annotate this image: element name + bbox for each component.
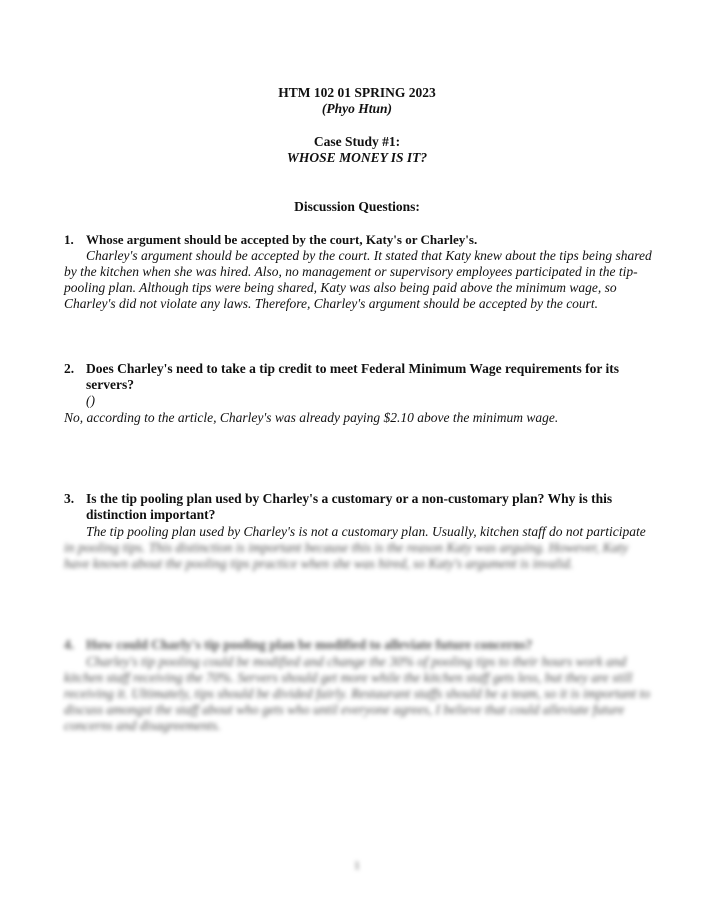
question-number: 2. (64, 361, 75, 376)
page-number: 1 (354, 858, 360, 872)
question-1 (64, 232, 664, 248)
section-heading: Discussion Questions: (294, 199, 420, 214)
answer-3-first-line: The tip pooling plan used by Charley's is not a customary plan. Usually, kitchen staff do not participate (86, 524, 646, 539)
question-2 (64, 361, 664, 409)
author-name: (Phyo Htun) (321, 101, 393, 116)
question-3 (64, 491, 664, 523)
question-text: Is the tip pooling plan used by Charley's a customary or a non-customary plan? Why is this distinction important? (86, 491, 613, 522)
question-number: 3. (64, 491, 75, 506)
answer-4: Charley's tip pooling could be modified and change the 30% of pooling tips to their hours work and kitchen staff receiving the 70%. Servers should get more while the kitchen staff gets less, but they are still receiving it. Ultimately, tips should be divided fairly. Restaurant staffs should be a team, so it is important to discuss amongst the staff about who gets who until everyone agrees, I believe that could alleviate future concerns and disagreements. (64, 654, 650, 733)
case-title: WHOSE MONEY IS IT? (286, 150, 428, 165)
answer-2: No, according to the article, Charley's was already paying $2.10 above the minimum wage. (64, 410, 559, 425)
course-title: HTM 102 01 SPRING 2023 (278, 85, 436, 100)
answer-3-rest: in pooling tips. This distinction is important because this is the reason Katy was arguing. However, Katy have known about the pooling tips practice when she was hired, so Katy's argument is invalid. (64, 540, 629, 571)
question-sub: () (86, 393, 95, 408)
question-text: Whose argument should be accepted by the court, Katy's or Charley's. (86, 232, 478, 247)
question-4 (64, 637, 664, 653)
answer-1: Charley's argument should be accepted by the court. It stated that Katy knew about the tips being shared by the kitchen when she was hired. Also, no management or supervisory employees participated in the tip-pooling plan. Although tips were being shared, Katy was also being paid above the minimum wage, so Charley's did not violate any laws. Therefore, Charley's argument should be accepted by the court. (64, 248, 652, 311)
question-number: 4. (64, 637, 75, 652)
question-text: Does Charley's need to take a tip credit to meet Federal Minimum Wage requirements for its servers? (86, 361, 620, 392)
case-label: Case Study #1: (313, 134, 401, 149)
question-text: How could Charly's tip pooling plan be modified to alleviate future concerns? (86, 637, 533, 652)
question-number: 1. (64, 232, 74, 247)
